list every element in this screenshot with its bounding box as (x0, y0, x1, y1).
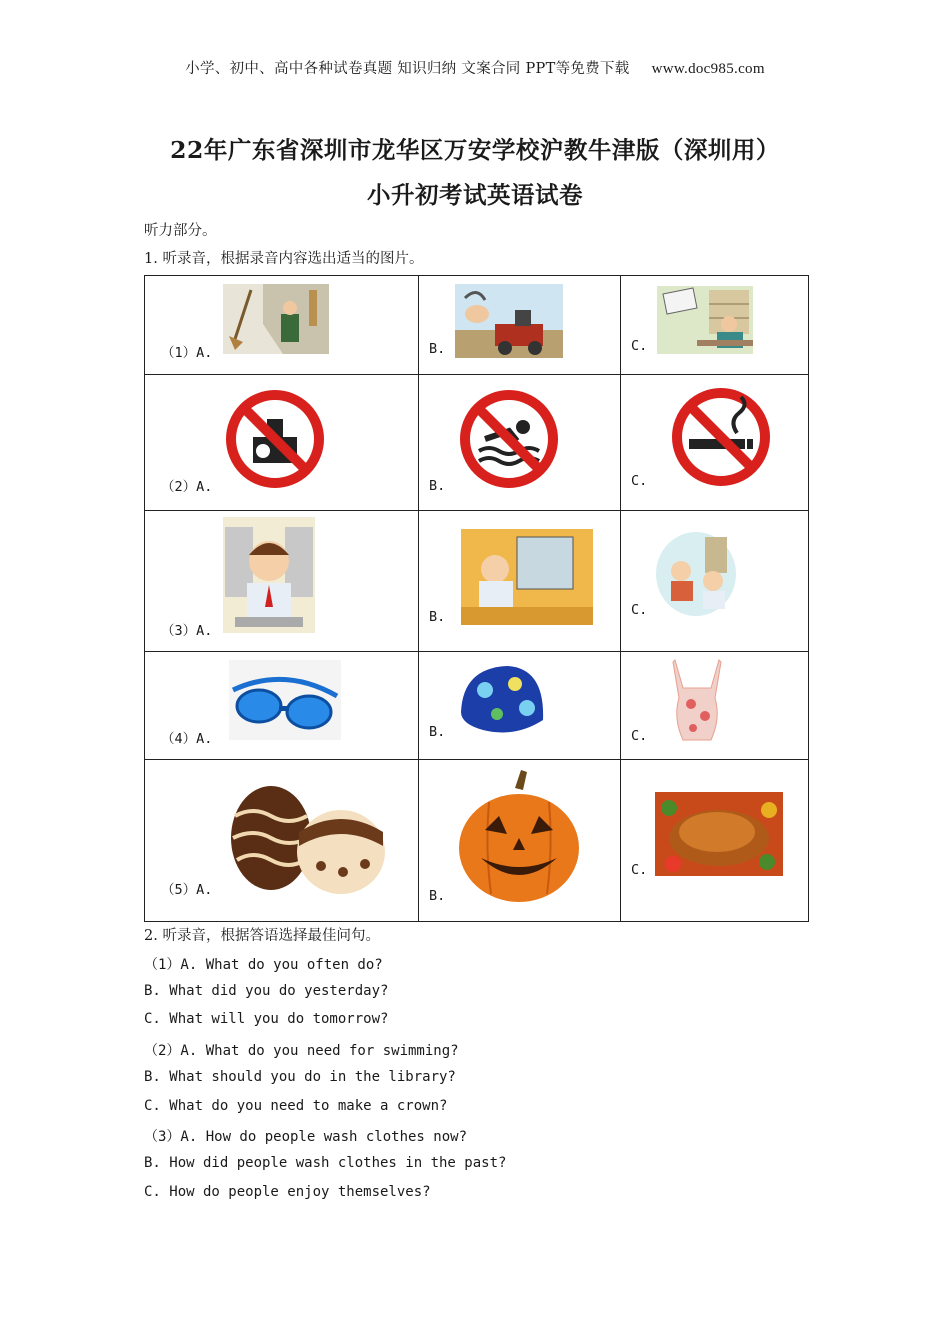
jack-o-lantern-picture (455, 766, 583, 904)
option-label: C. (631, 862, 648, 878)
roast-turkey-picture (655, 792, 783, 876)
option-label: B. (429, 609, 446, 625)
no-swimming-sign-icon (457, 387, 561, 491)
option-cell[interactable] (419, 652, 621, 760)
option-cell[interactable] (145, 276, 419, 375)
option-cell[interactable] (419, 375, 621, 511)
harvest-scene-picture (455, 284, 563, 358)
boy-at-computer-picture (223, 517, 315, 633)
q2-instruction: 2. 听录音，根据答语选择最佳问句。 (144, 928, 380, 944)
option-label: C. (631, 338, 648, 354)
option-label: B. (429, 478, 446, 494)
option-label: C. (631, 728, 648, 744)
option-cell[interactable] (145, 511, 419, 652)
option-label: （2）A. (161, 479, 213, 495)
no-photos-sign-icon (223, 387, 327, 491)
q1-instruction: 1. 听录音，根据录音内容选出适当的图片。 (144, 251, 424, 267)
table-row (145, 375, 809, 511)
q2-item: B. How did people wash clothes in the past? (144, 1155, 507, 1171)
section-label: 听力部分。 (144, 223, 217, 239)
q1-picture-table (144, 275, 809, 922)
boy-at-desk-picture (461, 529, 593, 625)
q2-item: C. What will you do tomorrow? (144, 1011, 389, 1027)
option-cell[interactable] (621, 375, 809, 511)
option-cell[interactable] (145, 652, 419, 760)
swimsuit-picture (661, 658, 733, 744)
table-row (145, 652, 809, 760)
option-cell[interactable] (419, 276, 621, 375)
q2-item: C. What do you need to make a crown? (144, 1098, 448, 1114)
option-label: B. (429, 724, 446, 740)
option-cell[interactable] (145, 760, 419, 922)
option-label: C. (631, 602, 648, 618)
option-label: （3）A. (161, 623, 213, 639)
chores-scene-picture (223, 284, 329, 354)
option-cell[interactable] (419, 760, 621, 922)
option-cell[interactable] (621, 511, 809, 652)
option-cell[interactable] (419, 511, 621, 652)
exam-title-line2: 小升初考试英语试卷 (367, 181, 583, 209)
q2-item: C. How do people enjoy themselves? (144, 1184, 431, 1200)
no-smoking-sign-icon (667, 385, 775, 489)
table-row (145, 760, 809, 922)
option-label: C. (631, 473, 648, 489)
easter-eggs-picture (223, 776, 389, 896)
table-row (145, 511, 809, 652)
swim-cap-picture (455, 660, 547, 740)
page-header (0, 57, 950, 78)
option-cell[interactable] (621, 276, 809, 375)
q2-item: B. What should you do in the library? (144, 1069, 456, 1085)
header-site-link[interactable]: www.doc985.com (651, 61, 765, 77)
office-scene-picture (657, 286, 753, 354)
option-label: B. (429, 888, 446, 904)
q2-item: B. What did you do yesterday? (144, 983, 389, 999)
exam-title-line1: 22年广东省深圳市龙华区万安学校沪教牛津版（深圳用） (170, 136, 780, 164)
q2-item: （2）A. What do you need for swimming? (144, 1043, 459, 1059)
option-cell[interactable] (621, 760, 809, 922)
swimming-goggles-picture (229, 660, 341, 740)
header-text: 小学、初中、高中各种试卷真题 知识归纳 文案合同 PPT等免费下载 (185, 61, 630, 77)
option-cell[interactable] (145, 375, 419, 511)
q2-item: （1）A. What do you often do? (144, 957, 383, 973)
option-cell[interactable] (621, 652, 809, 760)
children-library-picture (655, 531, 737, 617)
q2-item: （3）A. How do people wash clothes now? (144, 1129, 468, 1145)
option-label: （5）A. (161, 882, 213, 898)
option-label: B. (429, 341, 446, 357)
option-label: （4）A. (161, 731, 213, 747)
option-label: （1）A. (161, 345, 213, 361)
table-row (145, 276, 809, 375)
